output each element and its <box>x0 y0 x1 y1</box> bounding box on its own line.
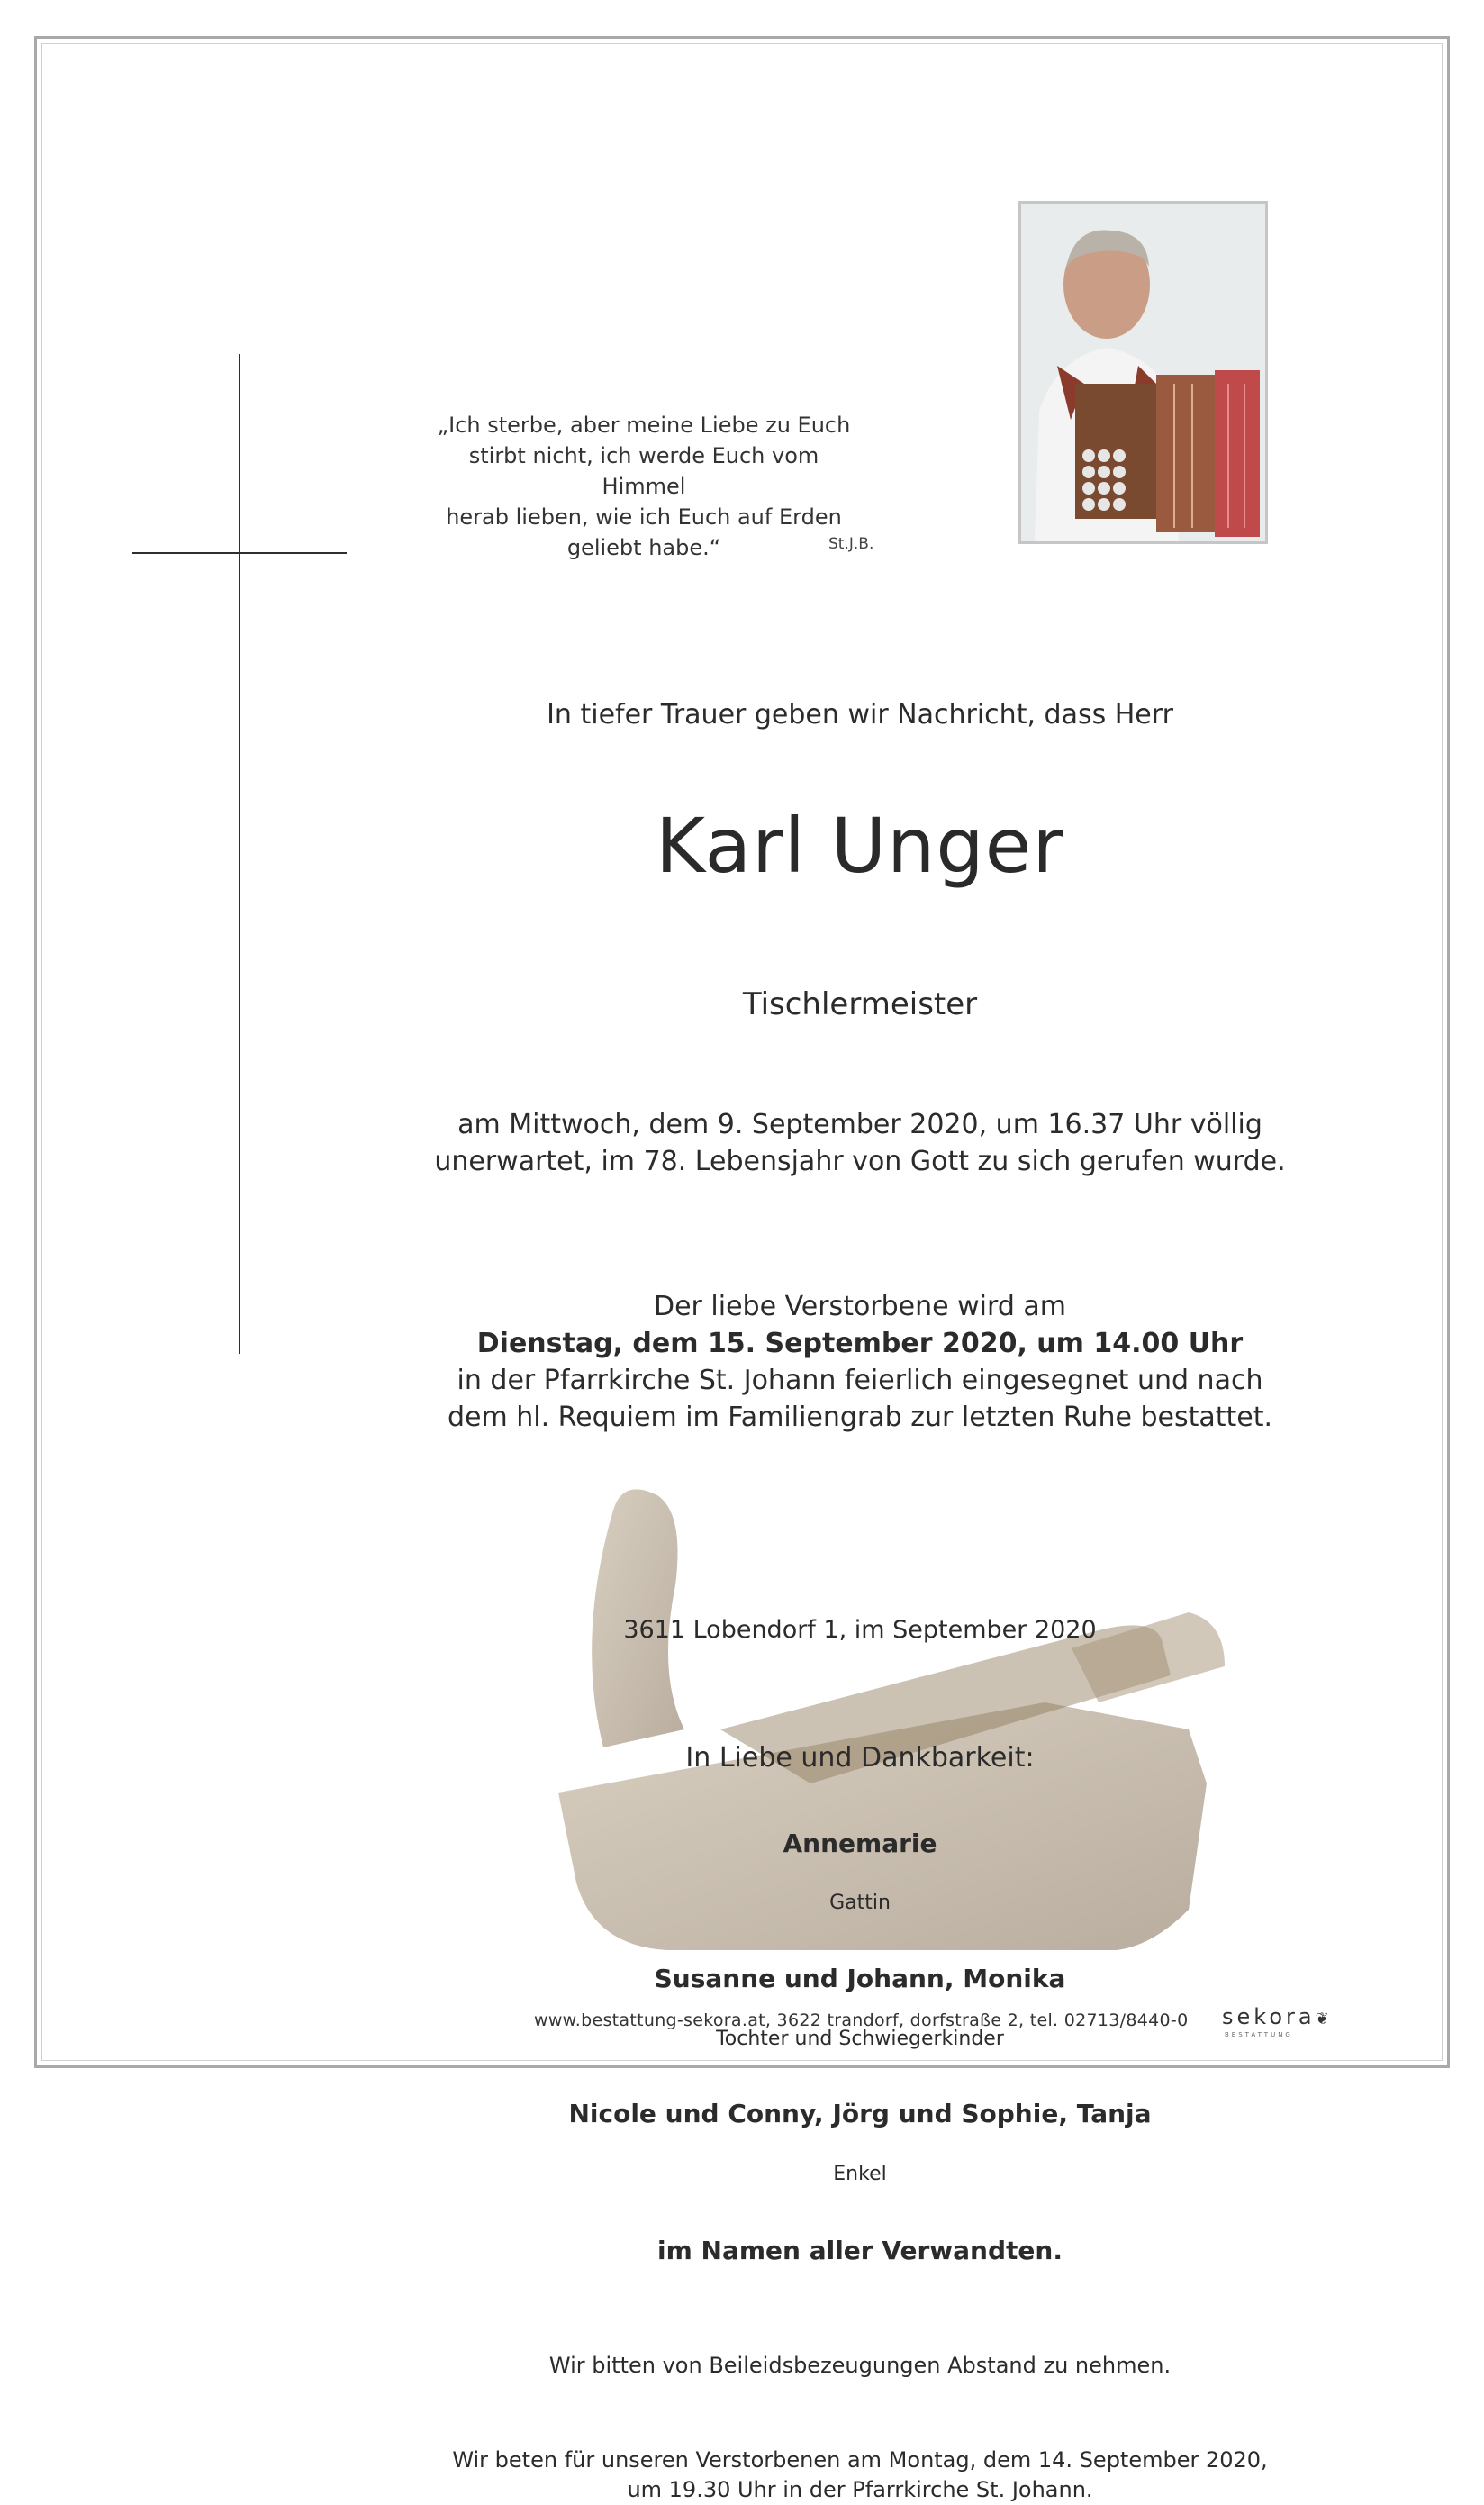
mourner-names: Annemarie <box>783 1829 937 1858</box>
funeral-line: Der liebe Verstorbene wird am <box>653 1291 1067 1322</box>
logo-subtitle: BESTATTUNG <box>1225 2031 1293 2038</box>
death-line: unerwartet, im 78. Lebensjahr von Gott zu sich gerufen wurde. <box>434 1146 1286 1177</box>
funeral-line: in der Pfarrkirche St. Johann feierlich eingesegnet und nach <box>457 1365 1263 1396</box>
mourner-names: Susanne und Johann, Monika <box>654 1964 1066 1993</box>
address-line: 3611 Lobendorf 1, im September 2020 <box>623 1616 1097 1644</box>
quote-line: „Ich sterbe, aber meine Liebe zu Euch <box>437 413 851 438</box>
sekora-logo <box>1222 2004 1333 2029</box>
death-line: am Mittwoch, dem 9. September 2020, um 16.37 Uhr völlig <box>457 1109 1262 1140</box>
quote-line: stirbt nicht, ich werde Euch vom Himmel <box>468 443 819 499</box>
funeral-date: Dienstag, dem 15. September 2020, um 14.00 Uhr <box>476 1328 1244 1359</box>
memorial-quote <box>432 410 855 563</box>
portrait-photo <box>1018 201 1268 544</box>
leaf-icon: ❦ <box>1315 2010 1333 2029</box>
mourners-heading: In Liebe und Dankbarkeit: <box>685 1742 1035 1774</box>
deceased-title: Tischlermeister <box>742 986 978 1022</box>
quote-author: St.J.B. <box>828 535 874 553</box>
wood-plane-illustration <box>540 1459 1261 1964</box>
footer-contact: www.bestattung-sekora.at, 3622 trandorf, dorfstraße 2, tel. 02713/8440-0 <box>534 2010 1189 2030</box>
intro-text: In tiefer Trauer geben wir Nachricht, dass Herr <box>547 699 1173 731</box>
mourner-role: Tochter und Schwiegerkinder <box>716 2028 1004 2050</box>
logo-text: sekora <box>1222 2004 1316 2029</box>
quote-line: geliebt habe.“ <box>566 535 721 560</box>
mourner-role: Gattin <box>829 1892 891 1914</box>
cross-horizontal-bar <box>132 552 347 554</box>
condolence-note: Wir bitten von Beileidsbezeugungen Abstand zu nehmen. <box>548 2353 1172 2378</box>
prayer-note <box>387 2446 1333 2505</box>
mourners-closing: im Namen aller Verwandten. <box>657 2236 1063 2265</box>
mourner-role: Enkel <box>833 2163 887 2185</box>
deceased-name: Karl Unger <box>656 802 1064 890</box>
portrait-illustration <box>1021 204 1265 541</box>
mourner-names: Nicole und Conny, Jörg und Sophie, Tanja <box>568 2099 1152 2128</box>
funeral-paragraph <box>387 1288 1333 1436</box>
cross-vertical-bar <box>239 354 240 1354</box>
funeral-line: dem hl. Requiem im Familiengrab zur letzten Ruhe bestattet. <box>447 1402 1273 1433</box>
death-paragraph <box>387 1106 1333 1180</box>
quote-line: herab lieben, wie ich Euch auf Erden <box>446 504 842 530</box>
prayer-line: um 19.30 Uhr in der Pfarrkirche St. Johann. <box>627 2477 1093 2502</box>
prayer-line: Wir beten für unseren Verstorbenen am Montag, dem 14. September 2020, <box>452 2447 1268 2473</box>
